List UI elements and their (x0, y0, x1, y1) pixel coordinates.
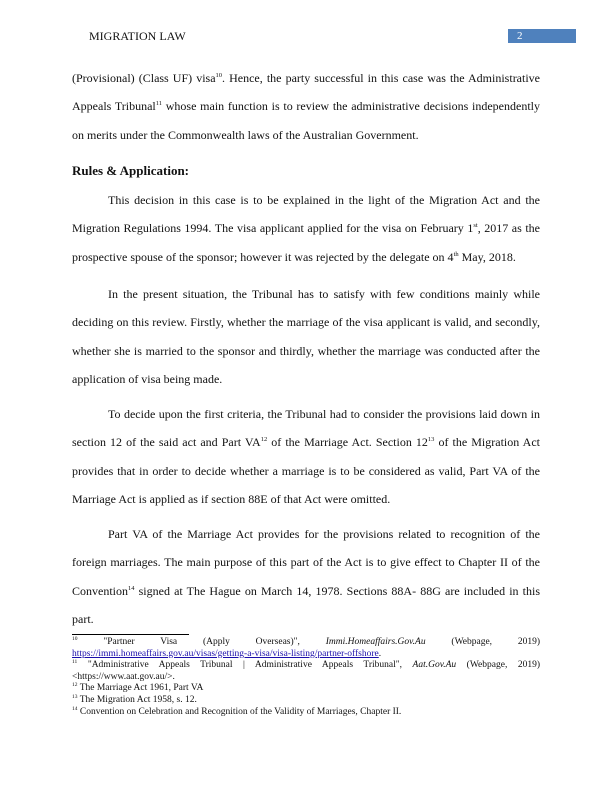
paragraph-4 (72, 400, 540, 513)
footnote-12 (72, 683, 540, 695)
text: (Webpage, 2019) <https://www.aat.gov.au/>. (72, 660, 540, 682)
text: Part VA of the Marriage Act provides for the provisions related to recognition of the foreign marriages. The main purpose of this part of the Act is to give effect to Chapter II of the Convention (72, 527, 540, 598)
paragraph-1 (72, 64, 540, 149)
text: signed at The Hague on March 14, 1978. Sections 88A- 88G are included in this part. (72, 583, 540, 626)
text: of the Marriage Act. Section 12 (267, 435, 428, 450)
running-header: MIGRATION LAW (89, 29, 186, 43)
footnote-ref[interactable]: 14 (128, 584, 135, 592)
source: Immi.Homeaffairs.Gov.Au (325, 637, 426, 647)
footnote-ref[interactable]: 11 (155, 100, 163, 108)
text: "Administrative Appeals Tribunal | Administrative Appeals Tribunal", (87, 660, 403, 671)
text: This decision in this case is to be explained in the light of the Migration Act and the Migration Regulations 1994. The visa applicant applied for the visa on February 1 (72, 193, 540, 236)
footnote-number: 14 (72, 705, 78, 712)
text: (Webpage, 2019) (451, 637, 541, 647)
footnote-separator (72, 634, 189, 635)
ordinal: th (453, 250, 459, 258)
ordinal: st (473, 222, 478, 230)
source: Aat.Gov.Au (412, 660, 457, 671)
text: whose main function is to review the administrative decisions independently on merits under the Commonwealth laws of the Australian Government. (72, 99, 540, 142)
footnote-number: 12 (72, 682, 78, 689)
footnote-11 (72, 660, 540, 683)
text: . Hence, the party successful in this case was the Administrative Appeals Tribunal (72, 71, 541, 114)
footnote-14 (72, 707, 540, 719)
footnote-number: 10 (72, 636, 78, 642)
text: "Partner Visa (Apply Overseas)", (103, 637, 300, 647)
paragraph-3 (72, 280, 540, 393)
text: To decide upon the first criteria, the Tribunal had to consider the provisions laid down in section 12 of the said act and Part VA (72, 407, 540, 450)
text: May, 2018. (458, 249, 516, 264)
text: (Provisional) (Class UF) visa (72, 71, 216, 85)
page-number-box (508, 29, 576, 43)
footnote-number: 13 (72, 693, 78, 700)
text: In the present situation, the Tribunal has to satisfy with few conditions mainly while deciding on this review. Firstly, whether the marriage of the visa applicant is valid, and secondly, whether she is married to the sponsor and thirdly, whether the marriage was conducted after the application of visa being made. (72, 287, 540, 386)
text: of the Migration Act provides that in order to decide whether a marriage is to be considered as valid, Part VA of the Marriage Act is applied as if section 88E of that Act were omitted. (72, 435, 540, 506)
footnote-link[interactable]: https://immi.homeaffairs.gov.au/visas/getting-a-visa/visa-listing/partner-offshore (72, 648, 379, 659)
text: The Marriage Act 1961, Part VA (79, 683, 204, 694)
paragraph-5 (72, 520, 540, 633)
text: . (378, 648, 382, 659)
text: Convention on Celebration and Recognition of the Validity of Marriages, Chapter II. (79, 706, 402, 717)
footnote-10-link-line (72, 649, 540, 661)
footnotes (72, 637, 540, 718)
footnote-ref[interactable]: 12 (260, 436, 268, 444)
footnote-ref[interactable]: 10 (215, 72, 223, 79)
text: The Migration Act 1958, s. 12. (79, 694, 197, 705)
page-number: 2 (517, 30, 523, 42)
paragraph-2 (72, 186, 540, 271)
footnote-10 (72, 637, 540, 649)
footnote-ref[interactable]: 13 (427, 436, 435, 444)
footnote-number: 11 (72, 659, 78, 666)
section-heading: Rules & Application: (72, 163, 190, 178)
footnote-13 (72, 695, 540, 707)
text: , 2017 as the prospective spouse of the sponsor; however it was rejected by the delegate on 4 (72, 221, 541, 264)
